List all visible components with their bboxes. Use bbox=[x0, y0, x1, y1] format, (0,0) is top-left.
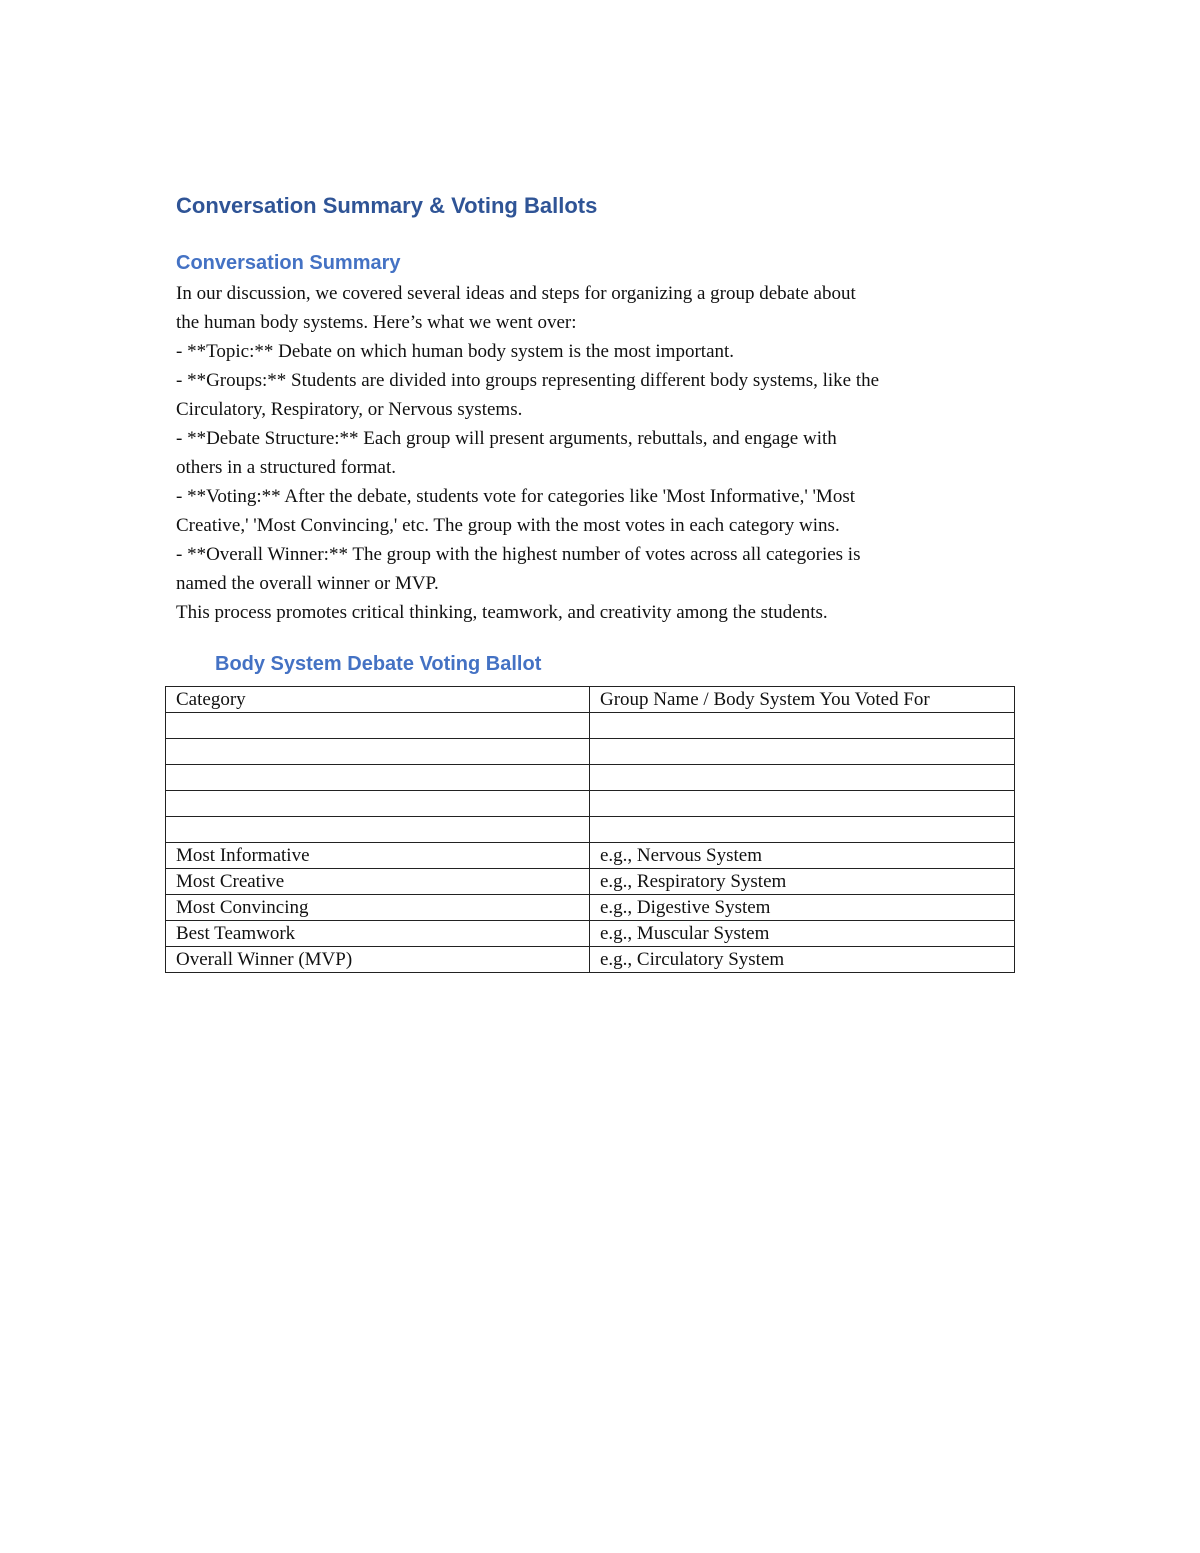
category-cell bbox=[166, 791, 590, 817]
vote-cell: e.g., Digestive System bbox=[590, 895, 1015, 921]
ballot-table bbox=[165, 686, 1015, 973]
vote-cell bbox=[590, 739, 1015, 765]
table-row bbox=[166, 791, 1015, 817]
category-cell bbox=[166, 739, 590, 765]
table-header-row bbox=[166, 687, 1015, 713]
vote-cell bbox=[590, 817, 1015, 843]
summary-line: In our discussion, we covered several ideas and steps for organizing a group debate about bbox=[176, 283, 856, 304]
column-header-category: Category bbox=[166, 687, 590, 713]
vote-cell: e.g., Circulatory System bbox=[590, 947, 1015, 973]
vote-cell: e.g., Muscular System bbox=[590, 921, 1015, 947]
summary-line: the human body systems. Here’s what we went over: bbox=[176, 312, 577, 333]
vote-cell bbox=[590, 713, 1015, 739]
category-cell bbox=[166, 713, 590, 739]
category-cell bbox=[166, 765, 590, 791]
table-row bbox=[166, 843, 1015, 869]
table-row bbox=[166, 739, 1015, 765]
summary-line: - **Topic:** Debate on which human body system is the most important. bbox=[176, 341, 735, 362]
vote-cell bbox=[590, 765, 1015, 791]
vote-cell: e.g., Nervous System bbox=[590, 843, 1015, 869]
vote-cell: e.g., Respiratory System bbox=[590, 869, 1015, 895]
table-row bbox=[166, 947, 1015, 973]
category-cell: Overall Winner (MVP) bbox=[166, 947, 590, 973]
summary-heading: Conversation Summary bbox=[176, 252, 401, 274]
table-row bbox=[166, 921, 1015, 947]
vote-cell bbox=[590, 791, 1015, 817]
summary-line: Circulatory, Respiratory, or Nervous systems. bbox=[176, 399, 523, 420]
summary-line: others in a structured format. bbox=[176, 457, 397, 478]
category-cell: Most Creative bbox=[166, 869, 590, 895]
table-row bbox=[166, 713, 1015, 739]
summary-line: Creative,' 'Most Convincing,' etc. The group with the most votes in each category wins. bbox=[176, 515, 840, 536]
table-row bbox=[166, 869, 1015, 895]
category-cell: Most Convincing bbox=[166, 895, 590, 921]
summary-line: - **Overall Winner:** The group with the highest number of votes across all categories is bbox=[176, 544, 861, 565]
table-row bbox=[166, 765, 1015, 791]
summary-line: This process promotes critical thinking, teamwork, and creativity among the students. bbox=[176, 602, 828, 623]
summary-line: - **Debate Structure:** Each group will present arguments, rebuttals, and engage with bbox=[176, 428, 837, 449]
document-title: Conversation Summary & Voting Ballots bbox=[176, 193, 598, 218]
document-content bbox=[176, 190, 1026, 679]
summary-body bbox=[176, 279, 1026, 627]
summary-line: named the overall winner or MVP. bbox=[176, 573, 439, 594]
ballot-heading: Body System Debate Voting Ballot bbox=[215, 653, 542, 675]
category-cell bbox=[166, 817, 590, 843]
summary-line: - **Groups:** Students are divided into groups representing different body systems, like the bbox=[176, 370, 880, 391]
summary-line: - **Voting:** After the debate, students vote for categories like 'Most Informative,' 'Most bbox=[176, 486, 855, 507]
table-row bbox=[166, 817, 1015, 843]
category-cell: Most Informative bbox=[166, 843, 590, 869]
column-header-vote: Group Name / Body System You Voted For bbox=[590, 687, 1015, 713]
table-row bbox=[166, 895, 1015, 921]
category-cell: Best Teamwork bbox=[166, 921, 590, 947]
